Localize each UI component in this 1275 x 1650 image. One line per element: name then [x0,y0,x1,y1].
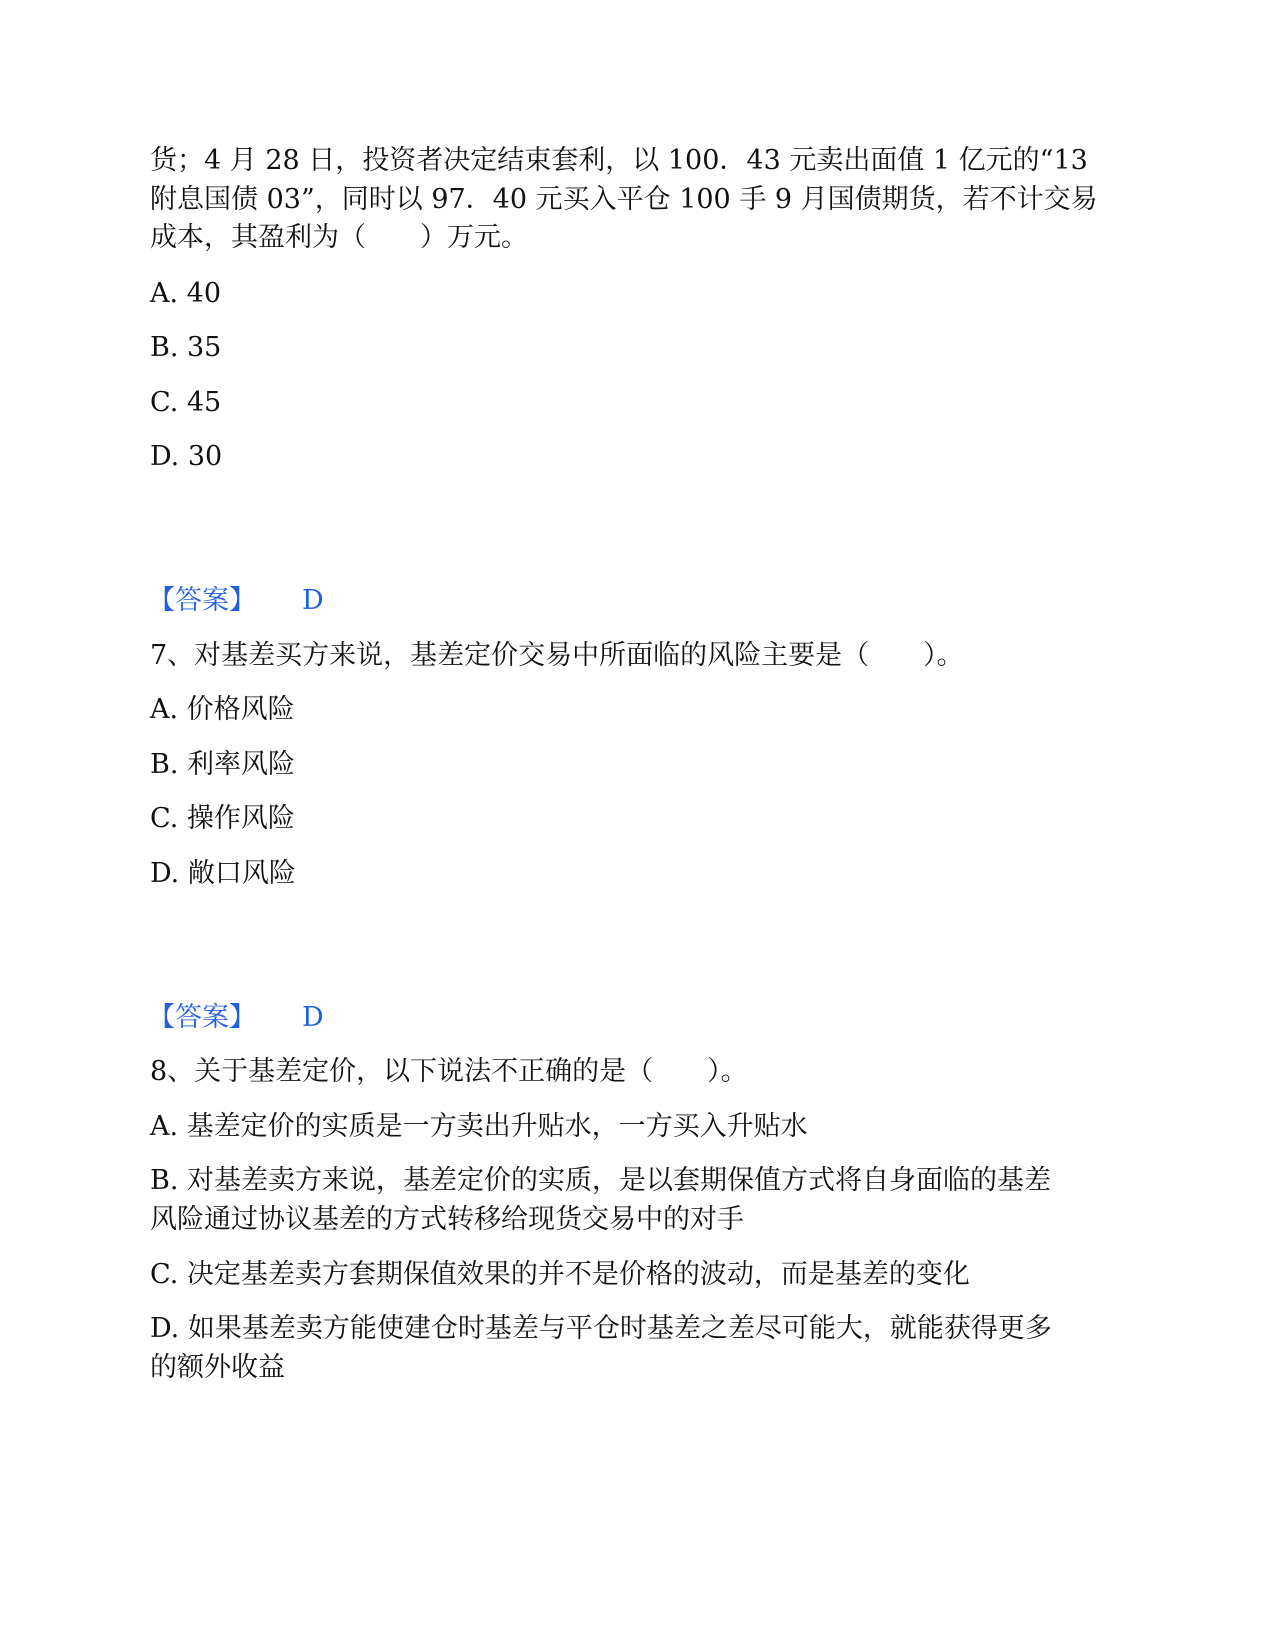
q8-option-d-line-2: 的额外收益 [150,1352,285,1383]
q6-stem-line-2: 附息国债 03”，同时以 97．40 元买入平仓 100 手 9 月国债期货，若不计交易 [150,184,1098,215]
q6-option-d: D. 30 [150,441,223,472]
q7-option-d: D. 敞口风险 [150,858,296,889]
q7-answer-label: 【答案】 [148,1002,256,1033]
q8-stem: 8、关于基差定价，以下说法不正确的是（ ）。 [150,1056,748,1087]
q8-option-d-line-1: D. 如果基差卖方能使建仓时基差与平仓时基差之差尽可能大，就能获得更多 [150,1313,1052,1344]
q8-option-c: C. 决定基差卖方套期保值效果的并不是价格的波动，而是基差的变化 [150,1259,970,1290]
q6-stem-line-3: 成本，其盈利为（ ）万元。 [150,222,528,253]
q7-answer-value: D [302,1002,324,1033]
q6-option-c: C. 45 [150,387,222,418]
q6-answer-label: 【答案】 [148,585,256,616]
q7-option-b: B. 利率风险 [150,749,296,780]
q6-option-a: A. 40 [150,278,222,309]
q6-stem-line-1: 货；4 月 28 日，投资者决定结束套利，以 100．43 元卖出面值 1 亿元的“13 [150,145,1088,176]
q6-answer-value: D [302,585,324,616]
q8-option-a: A. 基差定价的实质是一方卖出升贴水，一方买入升贴水 [150,1111,808,1142]
q8-option-b-line-1: B. 对基差卖方来说，基差定价的实质，是以套期保值方式将自身面临的基差 [150,1165,1052,1196]
q7-answer [148,998,324,1038]
q7-option-a: A. 价格风险 [150,694,295,725]
q6-answer [148,581,324,621]
q8-option-b-line-2: 风险通过协议基差的方式转移给现货交易中的对手 [150,1204,744,1235]
q7-option-c: C. 操作风险 [150,803,295,834]
q6-option-b: B. 35 [150,332,222,363]
q7-stem: 7、对基差买方来说，基差定价交易中所面临的风险主要是（ ）。 [150,640,964,671]
